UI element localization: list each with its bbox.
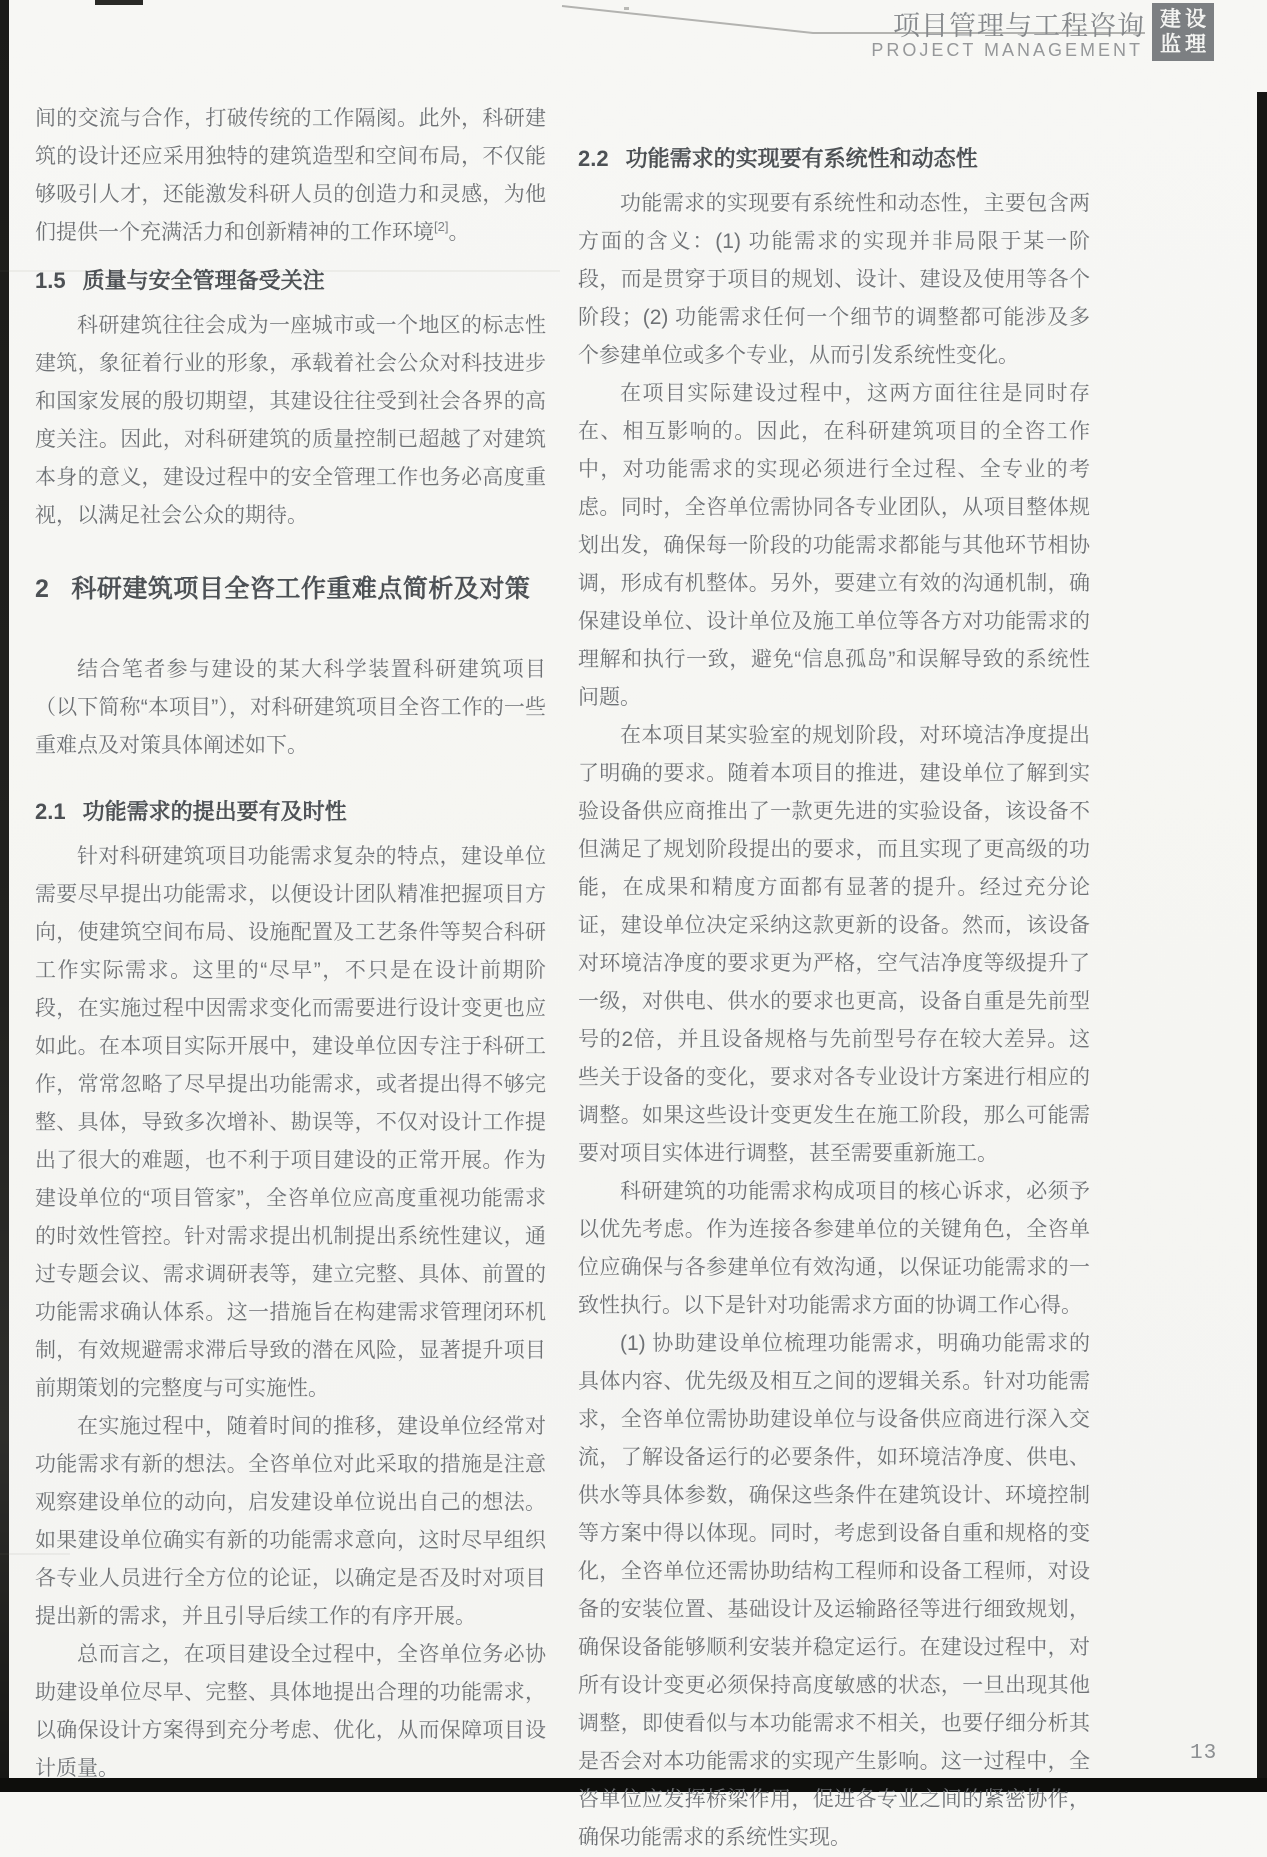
section-title: 质量与安全管理备受关注 bbox=[82, 268, 325, 293]
paragraph-continuation bbox=[35, 100, 546, 252]
paragraph-end: 。 bbox=[448, 221, 470, 244]
right-column bbox=[578, 143, 1090, 1857]
paragraph: 科研建筑往往会成为一座城市或一个地区的标志性建筑，象征着行业的形象，承载着社会公众对科技进步和国家发展的殷切期望，其建设往往受到社会各界的高度关注。因此，对科研建筑的质量控制已超越了对建筑本身的意义，建设过程中的安全管理工作也务必高度重视，以满足社会公众的期待。 bbox=[35, 314, 546, 527]
section-title: 功能需求的实现要有系统性和动态性 bbox=[625, 146, 978, 171]
left-column bbox=[35, 100, 546, 1788]
paragraph: 总而言之，在项目建设全过程中，全咨单位务必协助建设单位尽早、完整、具体地提出合理的功能需求，以确保设计方案得到充分考虑、优化，从而保障项目设计质量。 bbox=[35, 1643, 546, 1780]
section-number: 1.5 bbox=[35, 268, 66, 293]
section-heading-2-2 bbox=[578, 143, 1090, 175]
scan-edge-right bbox=[1257, 92, 1267, 1792]
paragraph: 针对科研建筑项目功能需求复杂的特点，建设单位需要尽早提出功能需求，以便设计团队精准把握项目方向，使建筑空间布局、设施配置及工艺条件等契合科研工作实际需求。这里的“尽早”，不只是在设计前期阶段，在实施过程中因需求变化而需要进行设计变更也应如此。在本项目实际开展中，建设单位因专注于科研工作，常常忽略了尽早提出功能需求，或者提出得不够完整、具体，导致多次增补、勘误等，不仅对设计工作提出了很大的难题，也不利于项目建设的正常开展。作为建设单位的“项目管家”，全咨单位应高度重视功能需求的时效性管控。针对需求提出机制提出系统性建议，通过专题会议、需求调研表等，建立完整、具体、前置的功能需求确认体系。这一措施旨在构建需求管理闭环机制，有效规避需求滞后导致的潜在风险，显著提升项目前期策划的完整度与可实施性。 bbox=[35, 845, 546, 1400]
section-title: 功能需求的提出要有及时性 bbox=[82, 799, 347, 824]
section-heading-1-5 bbox=[35, 265, 546, 297]
page-number: 13 bbox=[1190, 1742, 1218, 1765]
journal-logo-line1: 建设 bbox=[1160, 8, 1210, 31]
paragraph-text: 间的交流与合作，打破传统的工作隔阂。此外，科研建筑的设计还应采用独特的建筑造型和空间布局，不仅能够吸引人才，还能激发科研人员的创造力和灵感，为他们提供一个充满活力和创新精神的工作环境 bbox=[35, 107, 546, 244]
paragraph: 科研建筑的功能需求构成项目的核心诉求，必须予以优先考虑。作为连接各参建单位的关键角色，全咨单位应确保与各参建单位有效沟通，以保证功能需求的一致性执行。以下是针对功能需求方面的协调工作心得。 bbox=[578, 1180, 1090, 1317]
chapter-title: 科研建筑项目全咨工作重难点简析及对策 bbox=[71, 575, 531, 603]
section-number: 2.2 bbox=[578, 146, 609, 171]
header-title-en: PROJECT MANAGEMENT bbox=[871, 40, 1143, 60]
paragraph: 结合笔者参与建设的某大科学装置科研建筑项目（以下简称“本项目”），对科研建筑项目全咨工作的一些重难点及对策具体阐述如下。 bbox=[35, 658, 546, 757]
chapter-number: 2 bbox=[35, 575, 50, 603]
paragraph: 在实施过程中，随着时间的推移，建设单位经常对功能需求有新的想法。全咨单位对此采取的措施是注意观察建设单位的动向，启发建设单位说出自己的想法。如果建设单位确实有新的功能需求意向，这时尽早组织各专业人员进行全方位的论证，以确定是否及时对项目提出新的需求，并且引导后续工作的有序开展。 bbox=[35, 1415, 546, 1628]
paragraph: 功能需求的实现要有系统性和动态性，主要包含两方面的含义：(1) 功能需求的实现并非局限于某一阶段，而是贯穿于项目的规划、设计、建设及使用等各个阶段；(2) 功能需求任何一个细节的调整都可能涉及多个参建单位或多个专业，从而引发系统性变化。 bbox=[578, 192, 1090, 367]
section-heading-2-1 bbox=[35, 796, 546, 828]
paragraph: 在本项目某实验室的规划阶段，对环境洁净度提出了明确的要求。随着本项目的推进，建设单位了解到实验设备供应商推出了一款更先进的实验设备，该设备不但满足了规划阶段提出的要求，而且实现了更高级的功能，在成果和精度方面都有显著的提升。经过充分论证，建设单位决定采纳这款更新的设备。然而，该设备对环境洁净度的要求更为严格，空气洁净度等级提升了一级，对供电、供水的要求也更高，设备自重是先前型号的2倍，并且设备规格与先前型号存在较大差异。这些关于设备的变化，要求对各专业设计方案进行相应的调整。如果这些设计变更发生在施工阶段，那么可能需要对项目实体进行调整，甚至需要重新施工。 bbox=[578, 724, 1090, 1165]
chapter-heading-2 bbox=[35, 571, 546, 607]
paragraph: 在项目实际建设过程中，这两方面往往是同时存在、相互影响的。因此，在科研建筑项目的全咨工作中，对功能需求的实现必须进行全过程、全专业的考虑。同时，全咨单位需协同各专业团队，从项目整体规划出发，确保每一阶段的功能需求都能与其他环节相协调，形成有机整体。另外，要建立有效的沟通机制，确保建设单位、设计单位及施工单位等各方对功能需求的理解和执行一致，避免“信息孤岛”和误解导致的系统性问题。 bbox=[578, 382, 1090, 709]
paragraph: (1) 协助建设单位梳理功能需求，明确功能需求的具体内容、优先级及相互之间的逻辑关系。针对功能需求，全咨单位需协助建设单位与设备供应商进行深入交流，了解设备运行的必要条件，如环境洁净度、供电、供水等具体参数，确保这些条件在建筑设计、环境控制等方案中得以体现。同时，考虑到设备自重和规格的变化，全咨单位还需协助结构工程师和设备工程师，对设备的安装位置、基础设计及运输路径等进行细致规划，确保设备能够顺利安装并稳定运行。在建设过程中，对所有设计变更必须保持高度敏感的状态，一旦出现其他调整，即使看似与本功能需求不相关，也要仔细分析其是否会对本功能需求的实现产生影响。这一过程中，全咨单位应发挥桥梁作用，促进各专业之间的紧密协作，确保功能需求的系统性实现。 bbox=[578, 1332, 1090, 1849]
scan-artifact-top bbox=[95, 0, 143, 5]
header-title-cn: 项目管理与工程咨询 bbox=[893, 11, 1145, 41]
scan-edge-left bbox=[0, 0, 9, 1792]
citation-ref-2: [2] bbox=[434, 219, 449, 234]
journal-logo bbox=[1152, 3, 1214, 61]
journal-logo-line2: 监理 bbox=[1160, 33, 1210, 56]
section-number: 2.1 bbox=[35, 799, 66, 824]
